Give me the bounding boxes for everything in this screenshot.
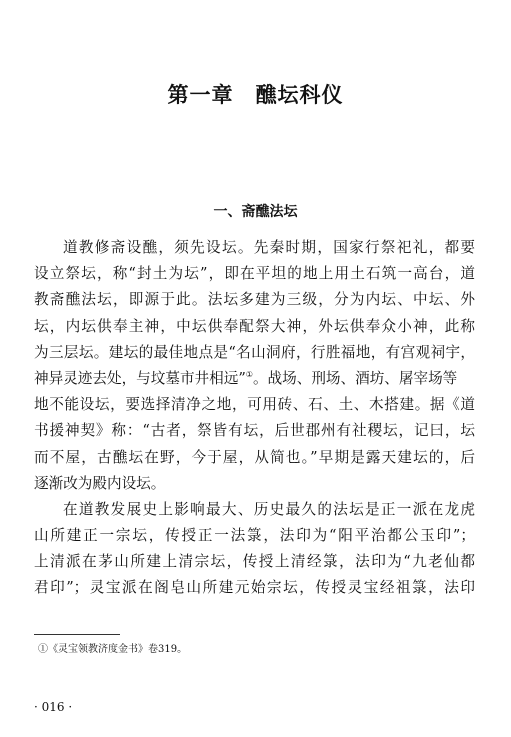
paragraph-line: 上清派在茅山所建上清宗坛，传授上清经箓，法印为“九老仙都 [34, 553, 475, 571]
paragraph-line: 设立祭坛，称“封土为坛”，即在平坦的地上用土石筑一高台，道 [34, 265, 475, 283]
paragraph-line [34, 366, 475, 392]
section-title: 一、斋醮法坛 [213, 204, 298, 220]
paragraph-line: 地不能设坛，要选择清净之地，可用砖、石、土、木搭建。据《道 [34, 396, 475, 414]
paragraph-line: 君印”；灵宝派在阁皂山所建元始宗坛，传授灵宝经祖箓，法印 [34, 579, 475, 597]
paragraph-line: 逐渐改为殿内设坛。 [34, 474, 166, 492]
paragraph-line: 山所建正一宗坛，传授正一法箓，法印为“阳平治都公玉印”； [34, 527, 475, 545]
page-number: · 016 · [34, 700, 73, 714]
paragraph-line: 在道教发展史上影响最大、历史最久的法坛是正一派在龙虎 [63, 500, 475, 518]
footnote-divider [34, 634, 120, 635]
paragraph-line: 书援神契》称：“古者，祭皆有坛，后世郡州有社稷坛，记曰，坛 [34, 422, 475, 440]
paragraph-line: 而不屋，古醮坛在野，今于屋，从简也。”早期是露天建坛的，后 [34, 448, 475, 466]
chapter-title: 第一章 醮坛科仪 [167, 83, 344, 107]
paragraph-line: 教斋醮法坛，即源于此。法坛多建为三级，分为内坛、中坛、外 [34, 291, 475, 309]
paragraph-line: 道教修斋设醮，须先设坛。先秦时期，国家行祭祀礼，都要 [63, 239, 475, 256]
paragraph-line: 坛，内坛供奉主神，中坛供奉配祭大神，外坛供奉众小神，此称 [34, 317, 475, 335]
body-text [34, 235, 475, 602]
paragraph-line: 为三层坛。建坛的最佳地点是“名山洞府，行胜福地，有宫观祠宇， [34, 343, 475, 361]
paragraph-line-text: 。战场、刑场、酒坊、屠宰场等 [252, 369, 458, 387]
footnote-marker[interactable]: ① [245, 370, 253, 380]
paragraph-line-text: 神异灵迹去处，与坟墓市井相远” [34, 369, 246, 387]
footnote: ①《灵宝领教济度金书》卷319。 [38, 644, 188, 655]
